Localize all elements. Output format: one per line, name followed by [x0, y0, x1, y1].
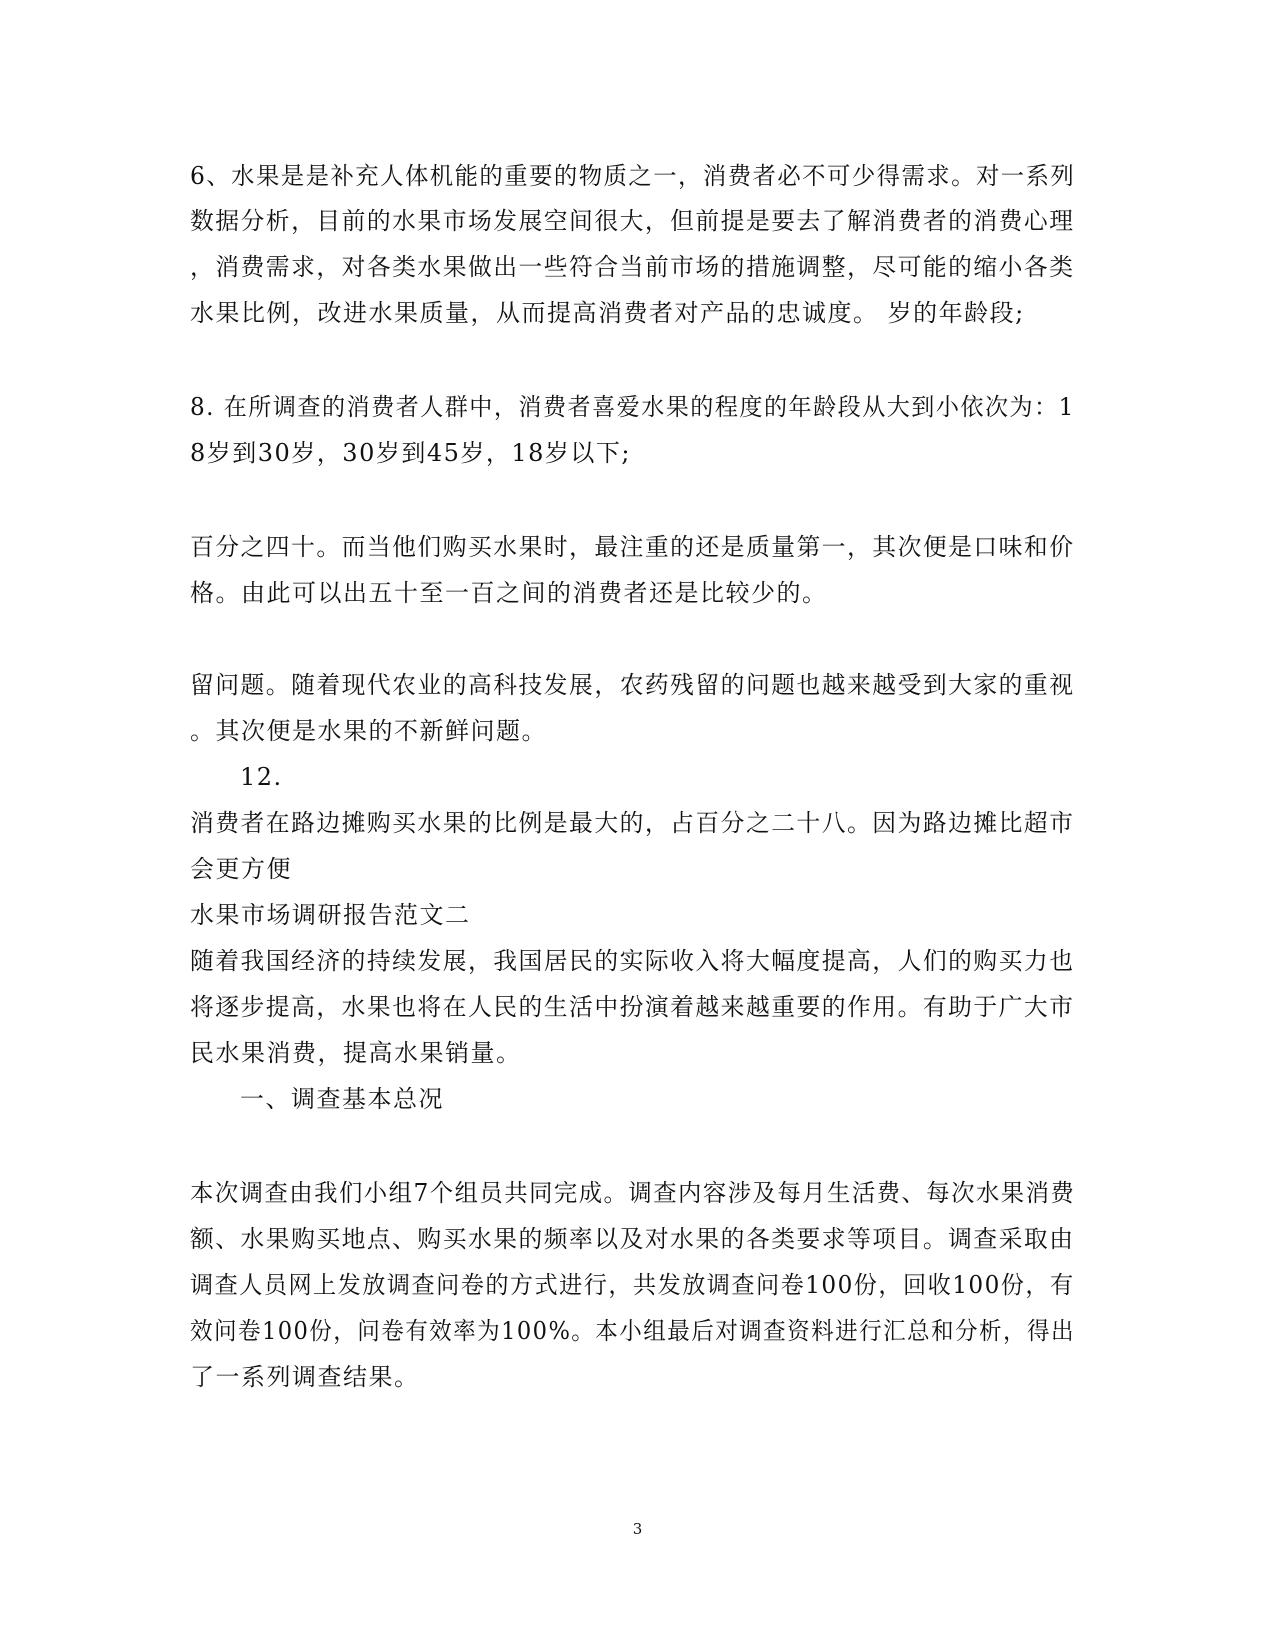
paragraph-percent-line-1: 百分之四十。而当他们购买水果时，最注重的还是质量第一，其次便是口味和价: [190, 533, 1075, 561]
paragraph-12-line-1: 消费者在路边摊购买水果的比例是最大的，占百分之二十八。因为路边摊比超市: [190, 809, 1075, 837]
item-12-label: 12.: [240, 763, 283, 791]
paragraph-12-line-2: 会更方便: [190, 855, 292, 883]
paragraph-6-line-1: 6、水果是是补充人体机能的重要的物质之一，消费者必不可少得需求。对一系列: [190, 162, 1076, 190]
paragraph-6-line-2: 数据分析，目前的水果市场发展空间很大，但前提是要去了解消费者的消费心理: [190, 207, 1075, 235]
paragraph-survey-line-2: 额、水果购买地点、购买水果的频率以及对水果的各类要求等项目。调查采取由: [190, 1225, 1075, 1253]
paragraph-residue-line-2: 。其次便是水果的不新鲜问题。: [190, 717, 547, 745]
paragraph-survey-line-3: 调查人员网上发放调查问卷的方式进行，共发放调查问卷100份，回收100份，有: [190, 1271, 1075, 1299]
paragraph-6-line-4: 水果比例，改进水果质量，从而提高消费者对产品的忠诚度。 岁的年龄段;: [190, 299, 1025, 327]
paragraph-survey-line-5: 了一系列调查结果。: [190, 1363, 420, 1391]
paragraph-intro-line-2: 将逐步提高，水果也将在人民的生活中扮演着越来越重要的作用。有助于广大市: [190, 993, 1075, 1021]
section-title: 水果市场调研报告范文二: [190, 901, 471, 929]
heading-survey-overview: 一、调查基本总况: [240, 1085, 444, 1113]
paragraph-percent-line-2: 格。由此可以出五十至一百之间的消费者还是比较少的。: [190, 579, 828, 607]
paragraph-intro-line-1: 随着我国经济的持续发展，我国居民的实际收入将大幅度提高，人们的购买力也: [190, 947, 1075, 975]
paragraph-survey-line-1: 本次调查由我们小组7个组员共同完成。调查内容涉及每月生活费、每次水果消费: [190, 1179, 1076, 1207]
paragraph-8-line-1: 8. 在所调查的消费者人群中，消费者喜爱水果的程度的年龄段从大到小依次为：1: [190, 393, 1075, 421]
page-number: 3: [632, 1520, 643, 1538]
paragraph-survey-line-4: 效问卷100份，问卷有效率为100%。本小组最后对调查资料进行汇总和分析，得出: [190, 1317, 1075, 1345]
paragraph-6-line-3: ，消费需求，对各类水果做出一些符合当前市场的措施调整，尽可能的缩小各类: [190, 253, 1075, 281]
paragraph-residue-line-1: 留问题。随着现代农业的高科技发展，农药残留的问题也越来越受到大家的重视: [190, 671, 1075, 699]
paragraph-8-line-2: 8岁到30岁，30岁到45岁，18岁以下;: [190, 439, 632, 467]
paragraph-intro-line-3: 民水果消费，提高水果销量。: [190, 1039, 522, 1067]
